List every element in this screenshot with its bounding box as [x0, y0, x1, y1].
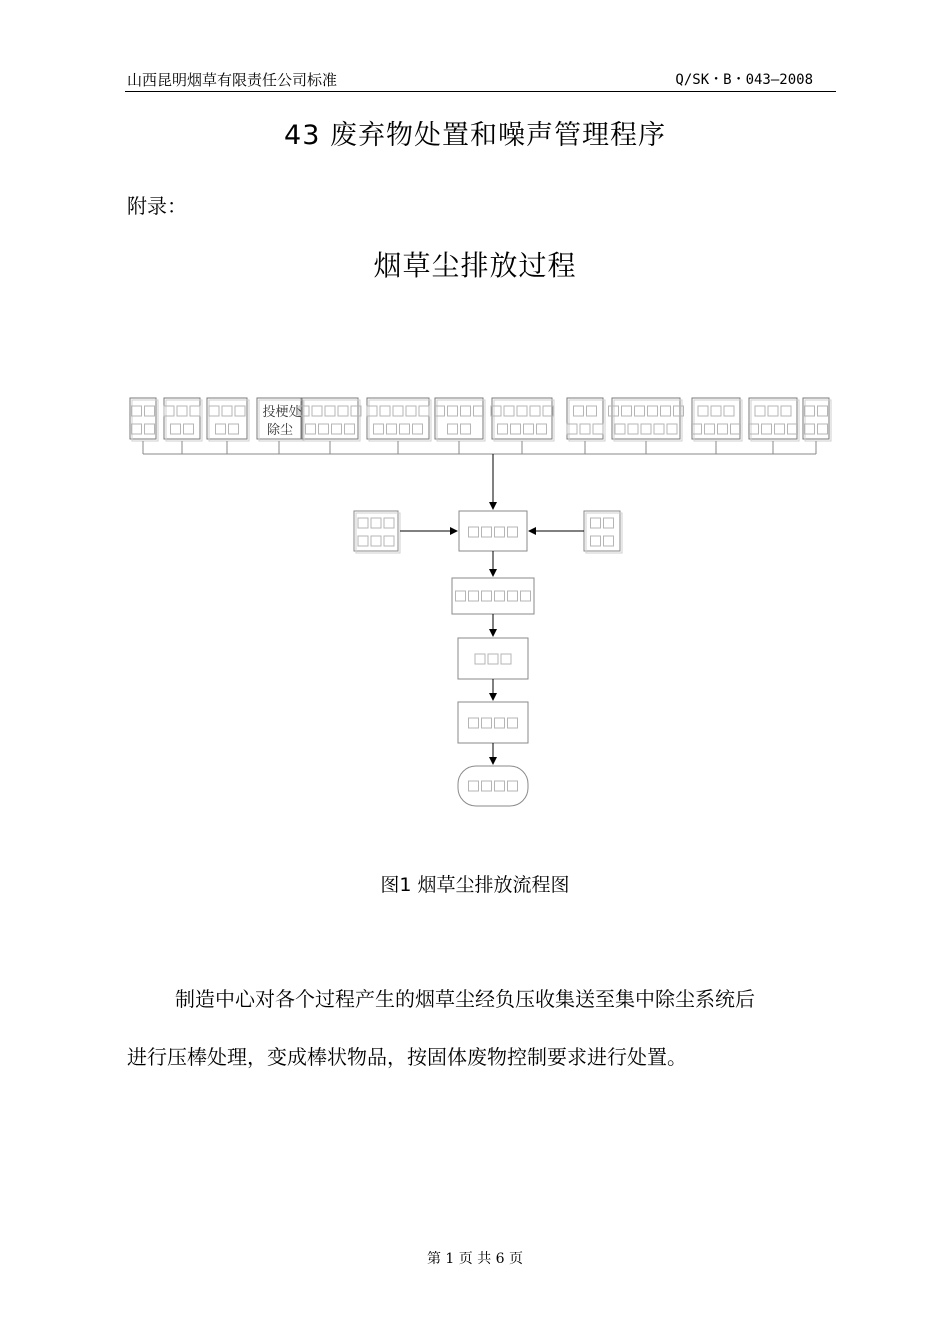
placeholder-glyph — [393, 406, 403, 416]
placeholder-glyph — [711, 406, 721, 416]
placeholder-glyph — [731, 424, 741, 434]
placeholder-glyph — [190, 406, 200, 416]
placeholder-glyph — [495, 718, 505, 728]
placeholder-glyph — [325, 406, 335, 416]
placeholder-glyph — [818, 424, 828, 434]
placeholder-glyph — [781, 406, 791, 416]
placeholder-glyph — [229, 424, 239, 434]
central-collection-box — [459, 511, 527, 551]
placeholder-glyph — [132, 406, 142, 416]
placeholder-glyph — [306, 424, 316, 434]
placeholder-glyph — [482, 527, 492, 537]
placeholder-glyph — [456, 591, 466, 601]
process-source-box — [435, 398, 483, 439]
placeholder-glyph — [718, 424, 728, 434]
placeholder-glyph — [145, 424, 155, 434]
placeholder-glyph — [508, 527, 518, 537]
header-company: 山西昆明烟草有限责任公司标准 — [127, 71, 338, 89]
placeholder-glyph — [222, 406, 232, 416]
placeholder-glyph — [338, 406, 348, 416]
placeholder-glyph — [319, 424, 329, 434]
placeholder-glyph — [371, 518, 381, 528]
placeholder-glyph — [654, 424, 664, 434]
placeholder-glyph — [475, 654, 485, 664]
placeholder-glyph — [628, 424, 638, 434]
process-source-box — [164, 398, 200, 439]
process-source-box — [130, 398, 156, 439]
placeholder-glyph — [591, 518, 601, 528]
placeholder-glyph — [762, 424, 772, 434]
process-source-box — [749, 398, 797, 439]
placeholder-glyph — [482, 718, 492, 728]
placeholder-glyph — [469, 527, 479, 537]
placeholder-glyph — [419, 406, 429, 416]
placeholder-glyph — [235, 406, 245, 416]
placeholder-glyph — [482, 781, 492, 791]
placeholder-glyph — [615, 424, 625, 434]
side-input-box-left — [354, 511, 398, 551]
placeholder-glyph — [358, 518, 368, 528]
placeholder-glyph — [380, 406, 390, 416]
placeholder-glyph — [216, 424, 226, 434]
compress-box — [458, 638, 528, 679]
placeholder-glyph — [604, 536, 614, 546]
placeholder-glyph — [145, 406, 155, 416]
header-standard-code: Q/SK・B・043—2008 — [675, 72, 813, 88]
placeholder-glyph — [805, 424, 815, 434]
placeholder-glyph — [435, 406, 445, 416]
placeholder-glyph — [345, 424, 355, 434]
placeholder-glyph — [537, 424, 547, 434]
body-paragraph — [127, 970, 837, 1086]
placeholder-glyph — [387, 424, 397, 434]
placeholder-glyph — [400, 424, 410, 434]
side-input-box-right — [584, 511, 620, 551]
placeholder-glyph — [209, 406, 219, 416]
placeholder-glyph — [508, 718, 518, 728]
document-title: 43 废弃物处置和噪声管理程序 — [284, 120, 666, 151]
placeholder-glyph — [448, 424, 458, 434]
process-source-box — [207, 398, 247, 439]
placeholder-glyph — [474, 406, 484, 416]
placeholder-glyph — [508, 591, 518, 601]
placeholder-glyph — [177, 406, 187, 416]
placeholder-glyph — [448, 406, 458, 416]
process-source-box — [492, 398, 552, 439]
placeholder-glyph — [384, 518, 394, 528]
process-source-box — [692, 398, 740, 439]
placeholder-glyph — [768, 406, 778, 416]
flowchart-title: 烟草尘排放过程 — [373, 249, 577, 282]
placeholder-glyph — [495, 591, 505, 601]
figure-caption: 图1 烟草尘排放流程图 — [380, 874, 570, 896]
appendix-label: 附录： — [127, 194, 187, 218]
placeholder-glyph — [358, 536, 368, 546]
placeholder-glyph — [482, 591, 492, 601]
placeholder-glyph — [374, 424, 384, 434]
placeholder-glyph — [511, 424, 521, 434]
placeholder-glyph — [574, 406, 584, 416]
placeholder-glyph — [469, 591, 479, 601]
process-source-box — [803, 398, 829, 439]
placeholder-glyph — [648, 406, 658, 416]
placeholder-glyph — [530, 406, 540, 416]
placeholder-glyph — [312, 406, 322, 416]
placeholder-glyph — [371, 536, 381, 546]
placeholder-glyph — [332, 424, 342, 434]
placeholder-glyph — [805, 406, 815, 416]
placeholder-glyph — [604, 518, 614, 528]
placeholder-glyph — [580, 424, 590, 434]
placeholder-glyph — [413, 424, 423, 434]
placeholder-glyph — [705, 424, 715, 434]
placeholder-glyph — [184, 424, 194, 434]
placeholder-glyph — [495, 781, 505, 791]
process-source-box — [367, 398, 429, 439]
placeholder-glyph — [469, 718, 479, 728]
placeholder-glyph — [749, 424, 759, 434]
placeholder-glyph — [818, 406, 828, 416]
placeholder-glyph — [498, 424, 508, 434]
placeholder-glyph — [591, 536, 601, 546]
placeholder-glyph — [593, 424, 603, 434]
side-input-box-left-shadow — [356, 513, 400, 553]
placeholder-glyph — [724, 406, 734, 416]
placeholder-glyph — [521, 591, 531, 601]
placeholder-glyph — [692, 424, 702, 434]
placeholder-glyph — [524, 424, 534, 434]
flowchart-box-label-line1: 投梗处 — [262, 405, 302, 420]
placeholder-glyph — [461, 406, 471, 416]
placeholder-glyph — [501, 654, 511, 664]
placeholder-glyph — [171, 424, 181, 434]
placeholder-glyph — [622, 406, 632, 416]
placeholder-glyph — [495, 527, 505, 537]
placeholder-glyph — [661, 406, 671, 416]
placeholder-glyph — [775, 424, 785, 434]
placeholder-glyph — [517, 406, 527, 416]
process-source-box — [612, 398, 680, 439]
placeholder-glyph — [788, 424, 798, 434]
placeholder-glyph — [587, 406, 597, 416]
flowchart-box-label-line2: 除尘 — [266, 423, 294, 438]
process-source-box — [567, 398, 603, 439]
process-source-box — [302, 398, 358, 439]
placeholder-glyph — [755, 406, 765, 416]
placeholder-glyph — [504, 406, 514, 416]
placeholder-glyph — [698, 406, 708, 416]
paragraph-line-2: 进行压棒处理，变成棒状物品，按固体废物控制要求进行处置。 — [127, 1045, 687, 1069]
placeholder-glyph — [641, 424, 651, 434]
placeholder-glyph — [488, 654, 498, 664]
placeholder-glyph — [667, 424, 677, 434]
placeholder-glyph — [508, 781, 518, 791]
placeholder-glyph — [461, 424, 471, 434]
dust-removal-box — [452, 578, 534, 614]
placeholder-glyph — [406, 406, 416, 416]
placeholder-glyph — [469, 781, 479, 791]
placeholder-glyph — [384, 536, 394, 546]
placeholder-glyph — [635, 406, 645, 416]
paragraph-line-1: 制造中心对各个过程产生的烟草尘经负压收集送至集中除尘系统后 — [175, 987, 755, 1011]
page-number: 第 1 页 共 6 页 — [426, 1251, 524, 1267]
placeholder-glyph — [132, 424, 142, 434]
